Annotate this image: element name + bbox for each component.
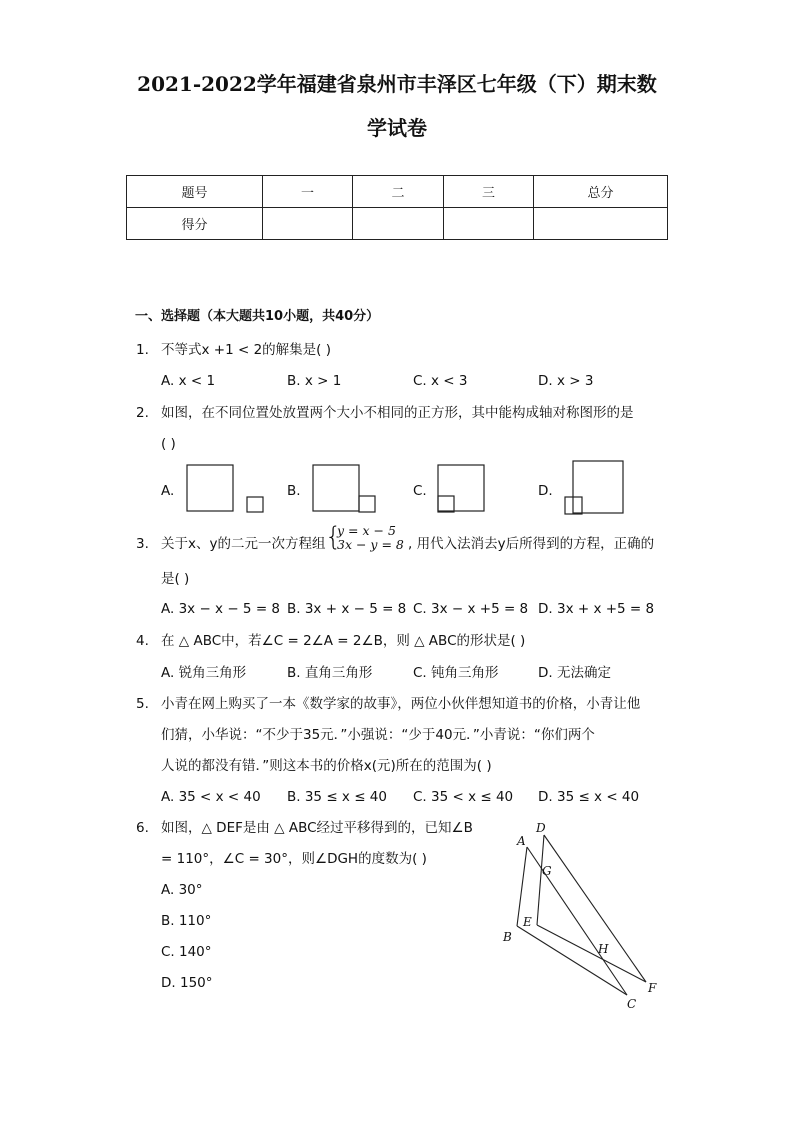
q4-stem: 在 △ ABC中，若∠C = 2∠A = 2∠B，则 △ ABC的形状是( ) [161, 633, 526, 649]
header-cell-part2: 二 [353, 176, 444, 208]
q2-figure-b [312, 464, 382, 514]
q1-stem: 不等式x +1 < 2的解集是( ) [161, 342, 331, 358]
q6-option-c: C. 140° [161, 944, 212, 960]
q1-option-d: D. x > 3 [538, 373, 594, 389]
point-label-e: E [523, 915, 532, 929]
score-cell-total [534, 208, 668, 240]
q4-option-b: B. 直角三角形 [287, 665, 373, 681]
q6-option-b: B. 110° [161, 913, 212, 929]
header-cell-part1: 一 [263, 176, 353, 208]
q5-line3: 人说的都没有错．”则这本书的价格x(元)所在的范围为( ) [161, 758, 492, 774]
header-cell-question-no: 题号 [127, 176, 263, 208]
score-table-score-row [127, 208, 668, 240]
score-table [126, 175, 668, 240]
header-cell-part3: 三 [444, 176, 534, 208]
exam-title-line2: 学试卷 [367, 116, 427, 140]
q1-number: 1. [136, 342, 149, 358]
q3-stem-part1: 关于x、y的二元一次方程组 [161, 536, 326, 552]
q1-option-b: B. x > 1 [287, 373, 342, 389]
q2-option-c-label: C. [413, 483, 427, 499]
q5-line2: 们猜，小华说：“不少于35元．”小强说：“少于40元．”小青说：“你们两个 [161, 727, 595, 743]
q3-number: 3. [136, 536, 149, 552]
q4-option-a: A. 锐角三角形 [161, 665, 247, 681]
point-label-g: G [542, 864, 552, 878]
point-label-f: F [648, 981, 657, 995]
q4-option-c: C. 钝角三角形 [413, 665, 499, 681]
q2-option-d-label: D. [538, 483, 553, 499]
segment-de [537, 835, 544, 925]
section-heading-choice: 一、选择题（本大题共10小题，共40分） [135, 309, 380, 324]
exam-title-line1: 2021-2022学年福建省泉州市丰泽区七年级（下）期末数 [137, 72, 657, 96]
q1-option-c: C. x < 3 [413, 373, 468, 389]
q5-option-d: D. 35 ≤ x < 40 [538, 789, 640, 805]
score-cell-part1 [263, 208, 353, 240]
q5-line1: 小青在网上购买了一本《数学家的故事》，两位小伙伴想知道书的价格，小青让他 [161, 696, 641, 712]
q4-number: 4. [136, 633, 149, 649]
q1-option-a: A. x < 1 [161, 373, 216, 389]
q5-option-c: C. 35 < x ≤ 40 [413, 789, 514, 805]
q5-number: 5. [136, 696, 149, 712]
q3-system-brace: { [325, 522, 342, 552]
segment-df [544, 835, 646, 982]
q3-option-d: D. 3x + x +5 = 8 [538, 601, 655, 617]
point-label-b: B [503, 930, 512, 944]
score-row-label: 得分 [127, 208, 263, 240]
point-label-d: D [536, 821, 546, 835]
score-table-header-row [127, 176, 668, 208]
q3-option-a: A. 3x − x − 5 = 8 [161, 601, 281, 617]
q3-equation1: y = x − 5 [337, 523, 396, 538]
q2-figure-d [564, 460, 626, 516]
q6-translation-figure [500, 818, 670, 1014]
q2-figure-a [186, 464, 266, 514]
q2-number: 2. [136, 405, 149, 421]
segment-bc [517, 926, 627, 995]
score-cell-part2 [353, 208, 444, 240]
point-label-a: A [517, 834, 526, 848]
q5-option-b: B. 35 ≤ x ≤ 40 [287, 789, 387, 805]
header-cell-total: 总分 [534, 176, 668, 208]
q2-stem-line1: 如图，在不同位置处放置两个大小不相同的正方形，其中能构成轴对称图形的是 [161, 405, 634, 421]
q3-stem-line2: 是( ) [161, 571, 190, 587]
point-label-c: C [627, 997, 637, 1011]
q4-option-d: D. 无法确定 [538, 665, 611, 681]
q6-number: 6. [136, 820, 149, 836]
score-cell-part3 [444, 208, 534, 240]
q3-equation2: 3x − y = 8 [337, 537, 404, 552]
q3-option-b: B. 3x + x − 5 = 8 [287, 601, 407, 617]
q3-stem-part2: , 用代入法消去y后所得到的方程，正确的 [408, 536, 655, 552]
q6-option-d: D. 150° [161, 975, 213, 991]
q6-line1: 如图，△ DEF是由 △ ABC经过平移得到的，已知∠B [161, 820, 473, 836]
q6-line2: = 110°，∠C = 30°，则∠DGH的度数为( ) [161, 851, 427, 867]
segment-ef [537, 925, 646, 982]
q3-option-c: C. 3x − x +5 = 8 [413, 601, 529, 617]
q2-stem-line2: ( ) [161, 436, 176, 452]
q6-option-a: A. 30° [161, 882, 203, 898]
q2-figure-c [437, 464, 487, 514]
point-label-h: H [598, 942, 609, 956]
q2-option-a-label: A. [161, 483, 175, 499]
q5-option-a: A. 35 < x < 40 [161, 789, 261, 805]
q2-option-b-label: B. [287, 483, 301, 499]
